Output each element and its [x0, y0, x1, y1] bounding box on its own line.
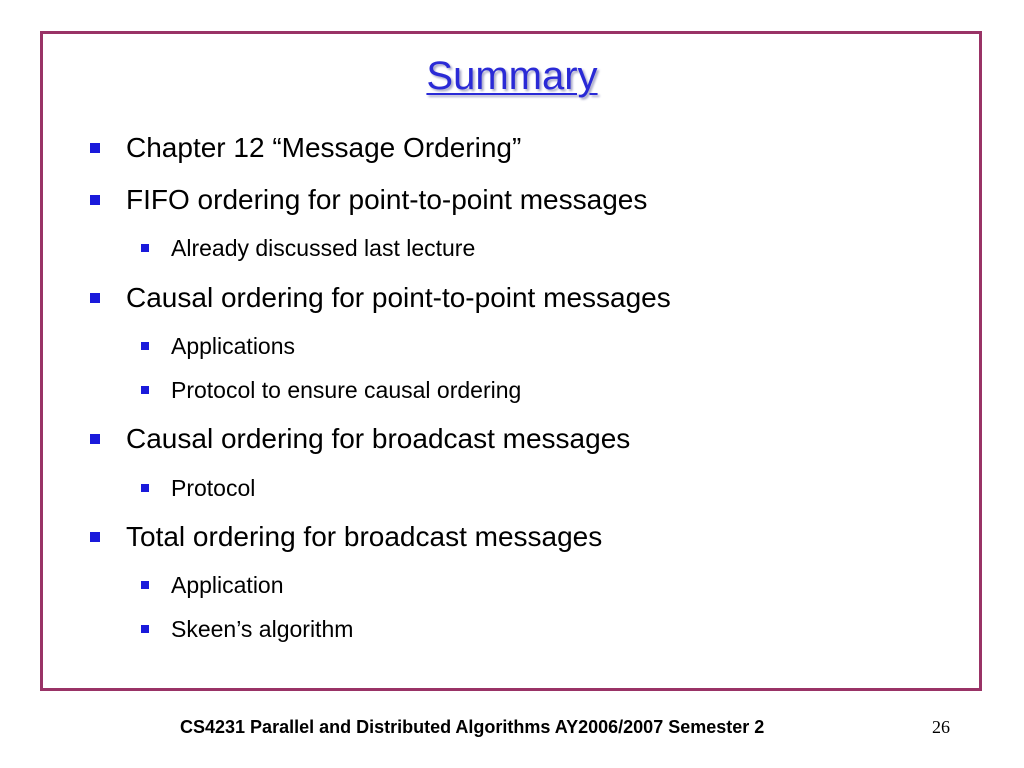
square-bullet-icon: [141, 244, 149, 252]
square-bullet-icon: [90, 532, 100, 542]
square-bullet-icon: [90, 143, 100, 153]
square-bullet-icon: [90, 293, 100, 303]
page-number: 26: [932, 717, 950, 737]
sub-bullet-item: [171, 474, 255, 502]
square-bullet-icon: [90, 434, 100, 444]
sub-bullet-text: Skeen’s algorithm: [171, 616, 354, 642]
sub-bullet-text: Application: [171, 572, 284, 598]
square-bullet-icon: [141, 484, 149, 492]
bullet-text: Chapter 12 “Message Ordering”: [126, 132, 522, 163]
bullet-text: Causal ordering for broadcast messages: [126, 423, 631, 454]
square-bullet-icon: [141, 581, 149, 589]
sub-bullet-item: [171, 234, 475, 262]
sub-bullet-text: Protocol: [171, 475, 256, 501]
square-bullet-icon: [141, 386, 149, 394]
sub-bullet-text: Applications: [171, 333, 296, 359]
slide-title: Summary: [426, 54, 598, 98]
footer-course-title: CS4231 Parallel and Distributed Algorithms AY2006/2007 Semester 2: [180, 717, 765, 737]
square-bullet-icon: [90, 195, 100, 205]
bullet-text: FIFO ordering for point-to-point messages: [126, 184, 648, 215]
bullet-item: [126, 422, 630, 456]
sub-bullet-item: [171, 615, 353, 643]
sub-bullet-item: [171, 332, 295, 360]
bullet-item: [126, 131, 521, 165]
bullet-item: [126, 520, 602, 554]
bullet-text: Total ordering for broadcast messages: [126, 521, 603, 552]
square-bullet-icon: [141, 342, 149, 350]
sub-bullet-text: Already discussed last lecture: [171, 235, 476, 261]
bullet-item: [126, 183, 647, 217]
bullet-text: Causal ordering for point-to-point messages: [126, 282, 671, 313]
sub-bullet-item: [171, 376, 521, 404]
sub-bullet-item: [171, 571, 284, 599]
bullet-item: [126, 281, 671, 315]
square-bullet-icon: [141, 625, 149, 633]
sub-bullet-text: Protocol to ensure causal ordering: [171, 377, 522, 403]
